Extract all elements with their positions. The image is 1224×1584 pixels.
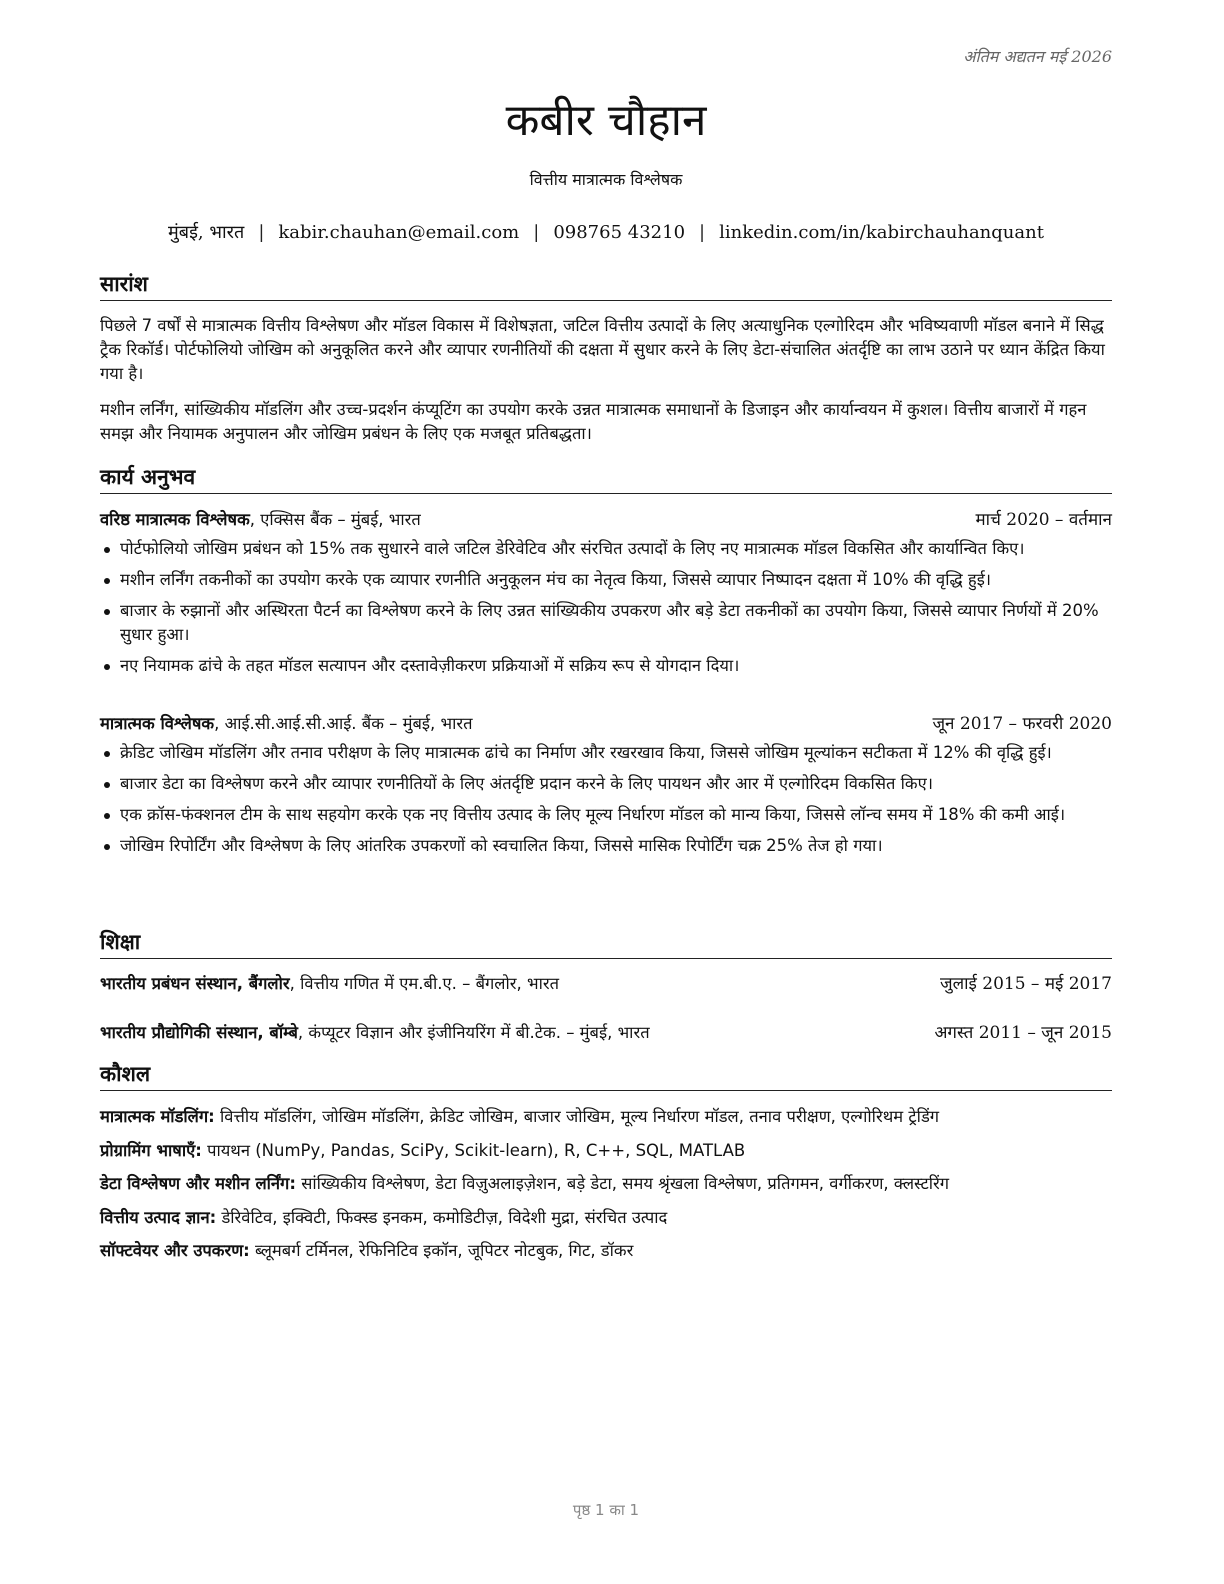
section-title-experience: कार्य अनुभव — [100, 463, 1112, 494]
list-item: नए नियामक ढांचे के तहत मॉडल सत्यापन और दस्तावेज़ीकरण प्रक्रियाओं में सक्रिय रूप से योगदान दिया। — [100, 654, 1112, 678]
contact-phone: 098765 43210 — [553, 222, 686, 243]
contact-location: मुंबई, भारत — [168, 222, 245, 243]
section-title-skills: कौशल — [100, 1060, 1112, 1091]
skill-row — [100, 1104, 1112, 1127]
skill-value: वित्तीय मॉडलिंग, जोखिम मॉडलिंग, क्रेडिट जोखिम, बाजार जोखिम, मूल्य निर्धारण मॉडल, तनाव परीक्षण, एल्गोरिथम ट्रेडिंग — [214, 1107, 940, 1126]
education-dates: जुलाई 2015 – मई 2017 — [939, 974, 1112, 994]
job-org: , एक्सिस बैंक – मुंबई, भारत — [249, 510, 421, 529]
skill-value: ब्लूमबर्ग टर्मिनल, रेफिनिटिव इकॉन, जूपिटर नोटबुक, गिट, डॉकर — [249, 1241, 634, 1260]
contact-line — [100, 220, 1112, 244]
job-bullets — [100, 537, 1112, 685]
job-dates: जून 2017 – फरवरी 2020 — [932, 714, 1112, 734]
job-dates: मार्च 2020 – वर्तमान — [975, 510, 1112, 530]
skill-label: डेटा विश्लेषण और मशीन लर्निंग: — [100, 1174, 296, 1193]
job-role: वरिष्ठ मात्रात्मक विश्लेषक — [100, 510, 250, 529]
job-header — [100, 507, 1112, 530]
separator: | — [258, 222, 265, 243]
list-item: बाजार डेटा का विश्लेषण करने और व्यापार रणनीतियों के लिए अंतर्दृष्टि प्रदान करने के लिए पायथन और आर में एल्गोरिदम विकसित किए। — [100, 772, 1112, 796]
education-item — [100, 971, 1112, 994]
resume-page — [100, 0, 1112, 1584]
degree: , वित्तीय गणित में एम.बी.ए. – बैंगलोर, भारत — [289, 974, 560, 993]
job-header — [100, 711, 1112, 734]
skill-value: पायथन (NumPy, Pandas, SciPy, Scikit-learn), R, C++, SQL, MATLAB — [201, 1141, 746, 1160]
skill-row — [100, 1138, 1112, 1161]
skill-label: सॉफ्टवेयर और उपकरण: — [100, 1241, 250, 1260]
last-updated: अंतिम अद्यतन मई 2026 — [963, 47, 1112, 66]
skill-row — [100, 1205, 1112, 1228]
list-item: जोखिम रिपोर्टिंग और विश्लेषण के लिए आंतरिक उपकरणों को स्वचालित किया, जिससे मासिक रिपोर्टिंग चक्र 25% तेज हो गया। — [100, 834, 1112, 858]
job-org: , आई.सी.आई.सी.आई. बैंक – मुंबई, भारत — [214, 714, 473, 733]
skill-label: मात्रात्मक मॉडलिंग: — [100, 1107, 215, 1126]
skill-label: वित्तीय उत्पाद ज्ञान: — [100, 1208, 217, 1227]
list-item: एक क्रॉस-फंक्शनल टीम के साथ सहयोग करके एक नए वित्तीय उत्पाद के लिए मूल्य निर्धारण मॉडल को मान्य किया, जिससे लॉन्च समय में 18% की कमी आई। — [100, 803, 1112, 827]
skill-label: प्रोग्रामिंग भाषाएँ: — [100, 1141, 202, 1160]
institution: भारतीय प्रबंधन संस्थान, बैंगलोर — [100, 974, 290, 993]
degree: , कंप्यूटर विज्ञान और इंजीनियरिंग में बी.टेक. – मुंबई, भारत — [297, 1023, 650, 1042]
candidate-name: कबीर चौहान — [505, 95, 707, 146]
section-title-summary: सारांश — [100, 270, 1112, 301]
separator: | — [533, 222, 540, 243]
skill-value: सांख्यिकीय विश्लेषण, डेटा विज़ुअलाइज़ेशन, बड़े डेटा, समय श्रृंखला विश्लेषण, प्रतिगमन, वर्गीकरण, क्लस्टरिंग — [295, 1174, 950, 1193]
list-item: पोर्टफोलियो जोखिम प्रबंधन को 15% तक सुधारने वाले जटिल डेरिवेटिव और संरचित उत्पादों के लिए नए मात्रात्मक मॉडल विकसित और कार्यान्वित किए। — [100, 537, 1112, 561]
list-item: बाजार के रुझानों और अस्थिरता पैटर्न का विश्लेषण करने के लिए उन्नत सांख्यिकीय उपकरण और बड़े डेटा तकनीकों का उपयोग किया, जिससे व्यापार निर्णयों में 20% सुधार हुआ। — [100, 599, 1112, 647]
contact-linkedin[interactable]: linkedin.com/in/kabirchauhanquant — [719, 222, 1044, 243]
job-role: मात्रात्मक विश्लेषक — [100, 714, 215, 733]
summary-paragraph-2: मशीन लर्निंग, सांख्यिकीय मॉडलिंग और उच्च-प्रदर्शन कंप्यूटिंग का उपयोग करके उन्नत मात्रात्मक समाधानों के डिजाइन और कार्यान्वयन में कुशल। वित्तीय बाजारों में गहन समझ और नियामक अनुपालन और जोखिम प्रबंधन के लिए एक मजबूत प्रतिबद्धता। — [100, 400, 1087, 443]
section-title-education: शिक्षा — [100, 928, 1112, 959]
institution: भारतीय प्रौद्योगिकी संस्थान, बॉम्बे — [100, 1023, 298, 1042]
job-bullets — [100, 741, 1112, 865]
contact-email[interactable]: kabir.chauhan@email.com — [278, 222, 520, 243]
skill-row — [100, 1238, 1112, 1261]
education-dates: अगस्त 2011 – जून 2015 — [934, 1023, 1112, 1043]
skill-value: डेरिवेटिव, इक्विटी, फिक्स्ड इनकम, कमोडिटीज़, विदेशी मुद्रा, संरचित उत्पाद — [216, 1208, 668, 1227]
page-number: पृष्ठ 1 का 1 — [572, 1501, 640, 1519]
list-item: मशीन लर्निंग तकनीकों का उपयोग करके एक व्यापार रणनीति अनुकूलन मंच का नेतृत्व किया, जिससे व्यापार निष्पादन दक्षता में 10% की वृद्धि हुई। — [100, 568, 1112, 592]
job-title: वित्तीय मात्रात्मक विश्लेषक — [529, 170, 683, 189]
education-item — [100, 1020, 1112, 1043]
summary-paragraph-1: पिछले 7 वर्षों से मात्रात्मक वित्तीय विश्लेषण और मॉडल विकास में विशेषज्ञता, जटिल वित्तीय उत्पादों के लिए अत्याधुनिक एल्गोरिदम और भविष्यवाणी मॉडल बनाने में सिद्ध ट्रैक रिकॉर्ड। पोर्टफोलियो जोखिम को अनुकूलित करने और व्यापार रणनीतियों की दक्षता में सुधार करने के लिए डेटा-संचालित अंतर्दृष्टि का लाभ उठाने पर ध्यान केंद्रित किया गया है। — [100, 316, 1105, 383]
skill-row — [100, 1171, 1112, 1194]
list-item: क्रेडिट जोखिम मॉडलिंग और तनाव परीक्षण के लिए मात्रात्मक ढांचे का निर्माण और रखरखाव किया, जिससे जोखिम मूल्यांकन सटीकता में 12% की वृद्धि हुई। — [100, 741, 1112, 765]
separator: | — [699, 222, 706, 243]
